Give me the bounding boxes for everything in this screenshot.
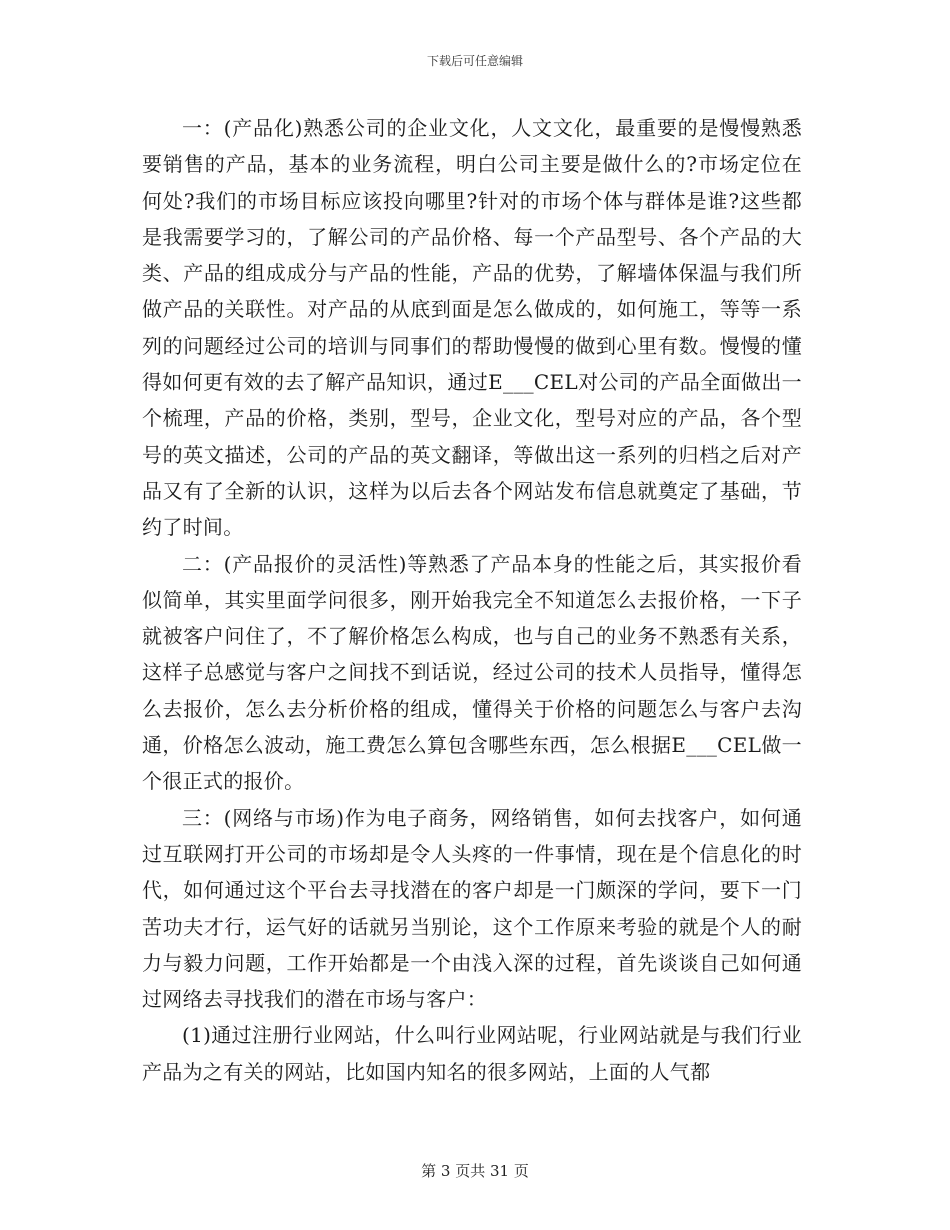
paragraph-product: 一：(产品化)熟悉公司的企业文化，人文文化，最重要的是慢慢熟悉要销售的产品，基本的业务流程，明白公司主要是做什么的?市场定位在何处?我们的市场目标应该投向哪里?针对的市场个体与群体是谁?这些都是我需要学习的，了解公司的产品价格、每一个产品型号、各个产品的大类、产品的组成成分与产品的性能，产品的优势，了解墙体保温与我们所做产品的关联性。对产品的从底到面是怎么做成的，如何施工，等等一系列的问题经过公司的培训与同事们的帮助慢慢的做到心里有数。慢慢的懂得如何更有效的去了解产品知识，通过E___CEL对公司的产品全面做出一个梳理，产品的价格，类别，型号，企业文化，型号对应的产品，各个型号的英文描述，公司的产品的英文翻译，等做出这一系列的归档之后对产品又有了全新的认识，这样为以后去各个网站发布信息就奠定了基础，节约了时间。 (142, 116, 802, 540)
page-header: 下载后可任意编辑 (426, 54, 523, 68)
page-number: 第 3 页共 31 页 (421, 1162, 529, 1180)
paragraph-network-market: 三：(网络与市场)作为电子商务，网络销售，如何去找客户，如何通过互联网打开公司的市场却是令人头疼的一件事情，现在是个信息化的时代，如何通过这个平台去寻找潜在的客户却是一门颇深的学问，要下一门苦功夫才行，运气好的话就另当别论，这个工作原来考验的就是个人的耐力与毅力问题，工作开始都是一个由浅入深的过程，首先谈谈自己如何通过网络去寻找我们的潜在市场与客户： (142, 805, 802, 1012)
document-body (142, 110, 802, 1090)
paragraph-industry-sites: (1)通过注册行业网站，什么叫行业网站呢，行业网站就是与我们行业产品为之有关的网站，比如国内知名的很多网站，上面的人气都 (142, 1023, 802, 1084)
paragraph-pricing: 二：(产品报价的灵活性)等熟悉了产品本身的性能之后，其实报价看似简单，其实里面学问很多，刚开始我完全不知道怎么去报价格，一下子就被客户问住了，不了解价格怎么构成，也与自己的业务不熟悉有关系，这样子总感觉与客户之间找不到话说，经过公司的技术人员指导，懂得怎么去报价，怎么去分析价格的组成，懂得关于价格的问题怎么与客户去沟通，价格怎么波动，施工费怎么算包含哪些东西，怎么根据E___CEL做一个很正式的报价。 (142, 551, 802, 794)
